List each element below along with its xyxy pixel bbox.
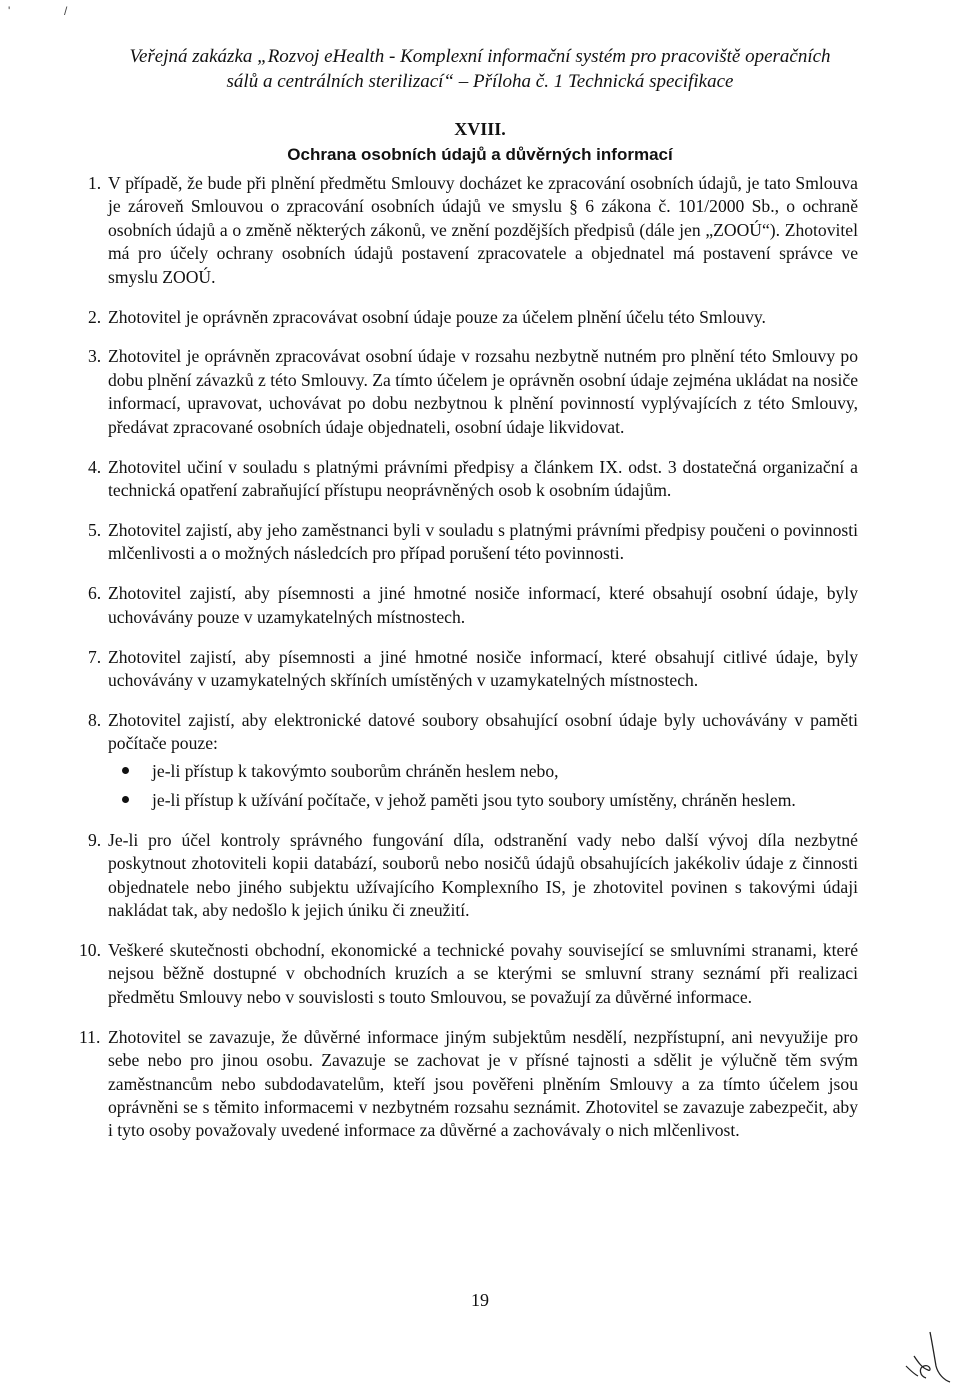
- clause-number: 8.: [88, 709, 102, 730]
- clause-item: [88, 456, 858, 503]
- clause-text: Zhotovitel zajistí, aby elektronické datové soubory obsahující osobní údaje byly uchovávány v paměti počítače pouze:: [108, 709, 858, 754]
- clause-text: Je-li pro účel kontroly správného fungování díla, odstranění vady nebo další vývoj díla nezbytné poskytnout zhotoviteli kopii databází, souborů nebo nosičů údajů obsahujících jakékoliv údaje z činnosti objednatele nebo jiného subjektu užívajícího Komplexního IS, je zhotovitel povinen s takovými údaji nakládat tak, aby nedošlo k jejich úniku či zneužití.: [108, 829, 858, 921]
- clause-item: [88, 172, 858, 289]
- clause-number: 10.: [79, 940, 101, 961]
- clause-item: [88, 709, 858, 813]
- clause-number: 7.: [88, 646, 102, 667]
- clause-number: 5.: [88, 519, 102, 540]
- clause-text: V případě, že bude při plnění předmětu Smlouvy docházet ke zpracování osobních údajů, je tato Smlouva je zároveň Smlouvou o zpracování osobních údajů ve smyslu § 6 zákona č. 101/2000 Sb., o ochraně osobních údajů a o změně některých zákonů, ve znění pozdějších předpisů (dále jen „ZOOÚ“). Zhotovitel má pro účely ochrany osobních údajů postavení zpracovatele a objednatel má postavení správce ve smyslu ZOOÚ.: [108, 173, 858, 287]
- clause-text: Zhotovitel je oprávněn zpracovávat osobní údaje v rozsahu nezbytně nutném pro plnění této Smlouvy po dobu plnění závazků z této Smlouvy. Za tímto účelem je oprávněn osobní údaje zejména ukládat na nosiče informací, upravovat, uchovávat po dobu nezbytnou k plnění povinností vyplývajících z této Smlouvy, předávat zpracované osobních údaje objednateli, osobní údaje likvidovat.: [108, 346, 858, 437]
- bullet-list: [108, 760, 858, 813]
- scan-artifact-mark: /: [64, 4, 68, 18]
- clause-item: [79, 939, 858, 1009]
- clause-number: 3.: [88, 346, 102, 367]
- clause-number: 6.: [88, 583, 102, 604]
- clause-number: 4.: [88, 456, 102, 477]
- clause-text: Veškeré skutečnosti obchodní, ekonomické a technické povahy související se smluvními stranami, které nejsou běžně dostupné v obchodních kruzích a se kterými se smluvní strany seznámí při realizaci předmětu Smlouvy nebo v souvislosti s touto Smlouvou, se považují za důvěrné informace.: [108, 940, 858, 1007]
- clause-item: [88, 519, 858, 566]
- clause-text: Zhotovitel zajistí, aby písemnosti a jiné hmotné nosiče informací, které obsahují osobní údaje, byly uchovávány pouze v uzamykatelných místnostech.: [108, 583, 858, 627]
- bullet-icon: [122, 767, 129, 774]
- clause-number: 9.: [88, 829, 102, 850]
- bullet-text: je-li přístup k takovýmto souborům chráněn heslem nebo,: [152, 760, 559, 781]
- clause-text: Zhotovitel je oprávněn zpracovávat osobní údaje pouze za účelem plnění účelu této Smlouvy.: [108, 306, 766, 327]
- clause-item: [88, 306, 858, 329]
- clause-number: 2.: [88, 306, 102, 327]
- clause-text: Zhotovitel učiní v souladu s platnými právními předpisy a článkem IX. odst. 3 dostatečná organizační a technická opatření zabraňující přístupu neoprávněných osob k osobním údajům.: [108, 456, 858, 500]
- bullet-item: [108, 789, 858, 812]
- document-header: [60, 44, 900, 94]
- clause-item: [88, 582, 858, 629]
- bullet-icon: [122, 796, 129, 803]
- clause-item: [88, 646, 858, 693]
- header-line: sálů a centrálních sterilizací“ – Příloha č. 1 Technická specifikace: [226, 71, 734, 92]
- page-number: 19: [471, 1290, 489, 1310]
- clause-item: [79, 1026, 858, 1143]
- clause-text: Zhotovitel zajistí, aby jeho zaměstnanci byli v souladu s platnými právními předpisy poučeni o povinnosti mlčenlivosti a o možných následcích pro případ porušení této povinnosti.: [108, 519, 858, 564]
- clause-list: [79, 172, 858, 1159]
- clause-number: 11.: [79, 1026, 101, 1047]
- section-heading: [0, 116, 960, 168]
- header-line: Veřejná zakázka „Rozvoj eHealth - Komplexní informační systém pro pracoviště operačních: [129, 46, 831, 67]
- clause-item: [88, 829, 858, 923]
- clause-text: Zhotovitel se zavazuje, že důvěrné informace jiným subjektům nesdělí, nezpřístupní, ani nevyužije pro sebe nebo pro jinou osobu. Zavazuje se zachovat je v přísné tajnosti a sdělit je výlučně těm svým zaměstnancům nebo subdodavatelům, kteří jsou pověřeni plněním Smlouvy a za tímto účelem jsou oprávněni se s těmito informacemi v nezbytném rozsahu seznámit. Zhotovitel se zavazuje zabezpečit, aby i tyto osoby považovaly uvedené informace za důvěrné a zachovávaly o nich mlčenlivost.: [108, 1026, 858, 1141]
- bullet-text: je-li přístup k užívání počítače, v jehož paměti jsou tyto soubory umístěny, chráněn heslem.: [152, 790, 796, 811]
- clause-item: [88, 345, 858, 439]
- bullet-item: [108, 760, 858, 783]
- scan-artifact-mark: ': [8, 4, 11, 18]
- section-number: XVIII.: [454, 119, 506, 139]
- clause-text: Zhotovitel zajistí, aby písemnosti a jiné hmotné nosiče informací, které obsahují citlivé údaje, byly uchovávány v uzamykatelných skříních umístěných v uzamykatelných místnostech.: [108, 646, 858, 690]
- section-title: Ochrana osobních údajů a důvěrných informací: [287, 145, 673, 164]
- clause-number: 1.: [88, 173, 102, 193]
- handwritten-initials-signature: [900, 1326, 954, 1386]
